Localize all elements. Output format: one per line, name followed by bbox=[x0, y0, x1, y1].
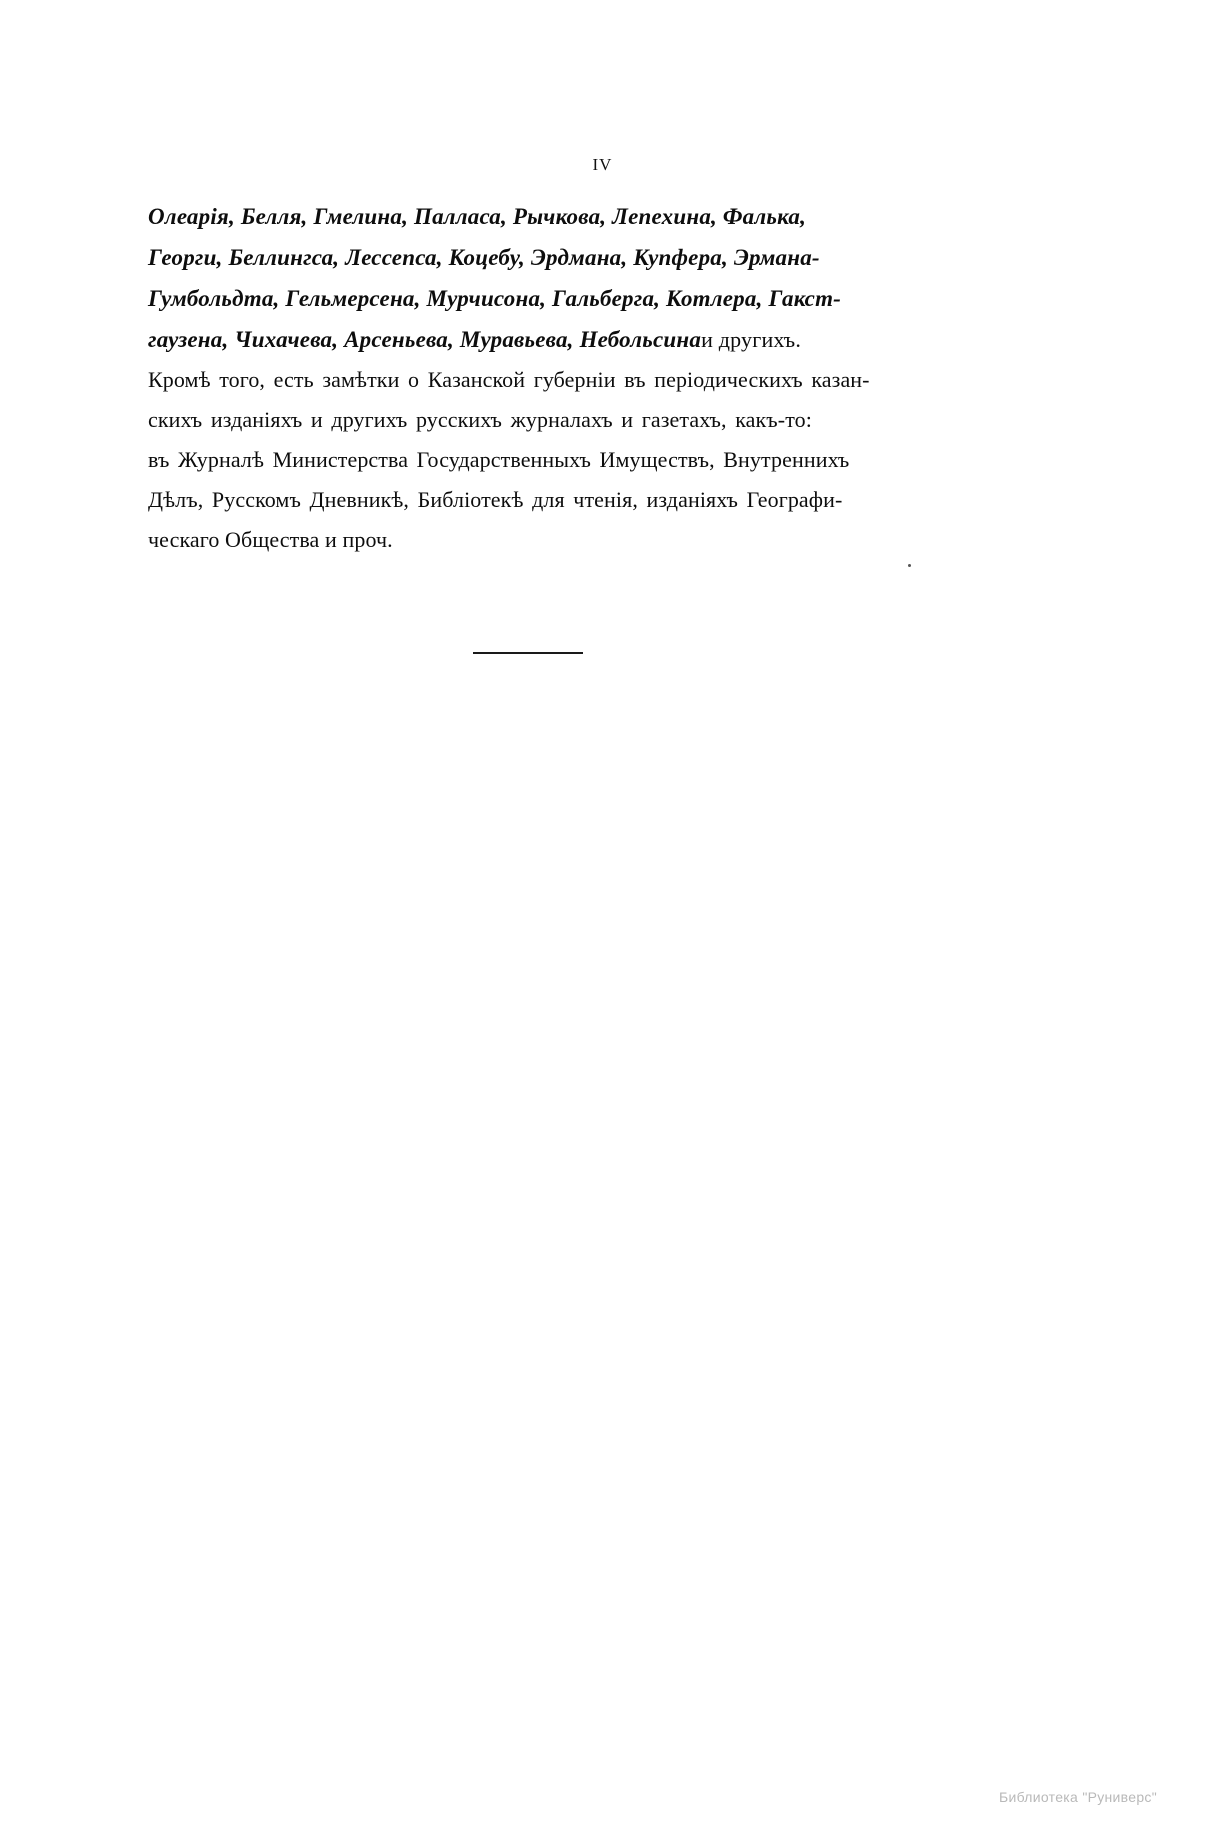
footer-credit: Библиотека "Руниверс" bbox=[999, 1789, 1157, 1805]
text-line: Гумбольдта, Гельмерсена, Мурчисона, Гальберга, Котлера, Гакст- bbox=[148, 286, 842, 311]
text-line: Георги, Беллингса, Лессепса, Коцебу, Эрдмана, Купфера, Эрмана- bbox=[148, 245, 820, 270]
section-divider-rule bbox=[473, 652, 583, 654]
text-line: Кромѣ того, есть замѣтки о Казанской губерніи въ періодическихъ казан- bbox=[148, 367, 870, 392]
text-roman-segment: и другихъ. bbox=[701, 327, 802, 352]
text-line: въ Журналѣ Министерства Государственныхъ Имуществъ, Внутреннихъ bbox=[148, 447, 850, 472]
text-line: скихъ изданіяхъ и другихъ русскихъ журналахъ и газетахъ, какъ-то: bbox=[148, 407, 812, 432]
body-text-block bbox=[148, 196, 908, 560]
text-line: ческаго Общества и проч. bbox=[148, 527, 393, 552]
ink-artifact bbox=[908, 564, 911, 567]
text-line: Олеарія, Белля, Гмелина, Палласа, Рычкова, Лепехина, Фалька, bbox=[148, 204, 807, 229]
text-italic-segment: гаузена, Чихачева, Арсеньева, Муравьева, Небольсина bbox=[148, 327, 702, 352]
text-line-mixed bbox=[148, 319, 908, 360]
page-number: IV bbox=[592, 155, 613, 174]
text-line: Дѣлъ, Русскомъ Дневникѣ, Библіотекѣ для чтенія, изданіяхъ Географи- bbox=[148, 487, 843, 512]
